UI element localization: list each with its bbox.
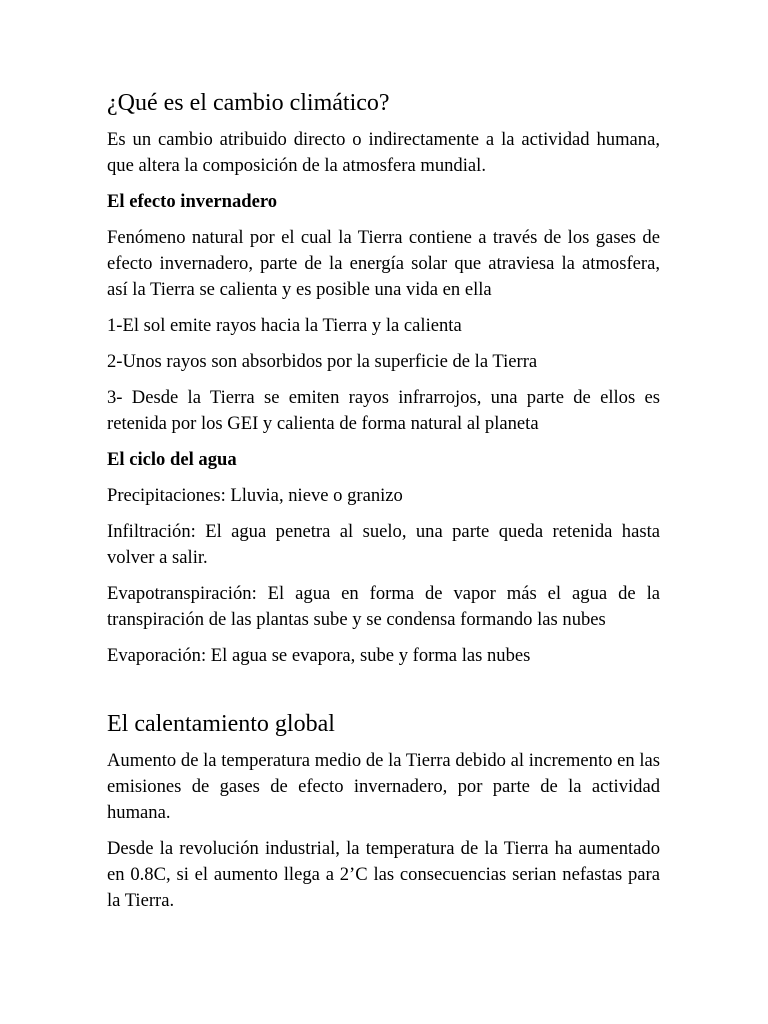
water-cycle-infiltration: Infiltración: El agua penetra al suelo, una parte queda retenida hasta volver a salir.	[107, 521, 660, 568]
water-cycle-heading: El ciclo del agua	[107, 449, 237, 470]
section-title-climate-change: ¿Qué es el cambio climático?	[107, 90, 390, 116]
greenhouse-heading: El efecto invernadero	[107, 191, 278, 212]
document-page	[107, 88, 660, 924]
water-cycle-precipitation: Precipitaciones: Lluvia, nieve o granizo	[107, 485, 403, 506]
climate-change-definition: Es un cambio atribuido directo o indirectamente a la actividad humana, que altera la composición de la atmosfera mundial.	[107, 129, 660, 176]
greenhouse-step-2: 2-Unos rayos son absorbidos por la superficie de la Tierra	[107, 351, 538, 372]
water-cycle-evapotranspiration: Evapotranspiración: El agua en forma de vapor más el agua de la transpiración de las plantas sube y se condensa formando las nubes	[107, 583, 660, 630]
global-warming-consequences: Desde la revolución industrial, la temperatura de la Tierra ha aumentado en 0.8C, si el aumento llega a 2’C las consecuencias serian nefastas para la Tierra.	[107, 838, 660, 911]
water-cycle-evaporation: Evaporación: El agua se evapora, sube y forma las nubes	[107, 645, 531, 666]
greenhouse-step-3: 3- Desde la Tierra se emiten rayos infrarrojos, una parte de ellos es retenida por los GEI y calienta de forma natural al planeta	[107, 387, 660, 434]
greenhouse-definition: Fenómeno natural por el cual la Tierra contiene a través de los gases de efecto invernadero, parte de la energía solar que atraviesa la atmosfera, así la Tierra se calienta y es posible una vida en ella	[107, 227, 660, 300]
greenhouse-step-1: 1-El sol emite rayos hacia la Tierra y la calienta	[107, 315, 462, 336]
section-title-global-warming: El calentamiento global	[107, 711, 335, 737]
global-warming-definition: Aumento de la temperatura medio de la Tierra debido al incremento en las emisiones de gases de efecto invernadero, por parte de la actividad humana.	[107, 750, 660, 823]
